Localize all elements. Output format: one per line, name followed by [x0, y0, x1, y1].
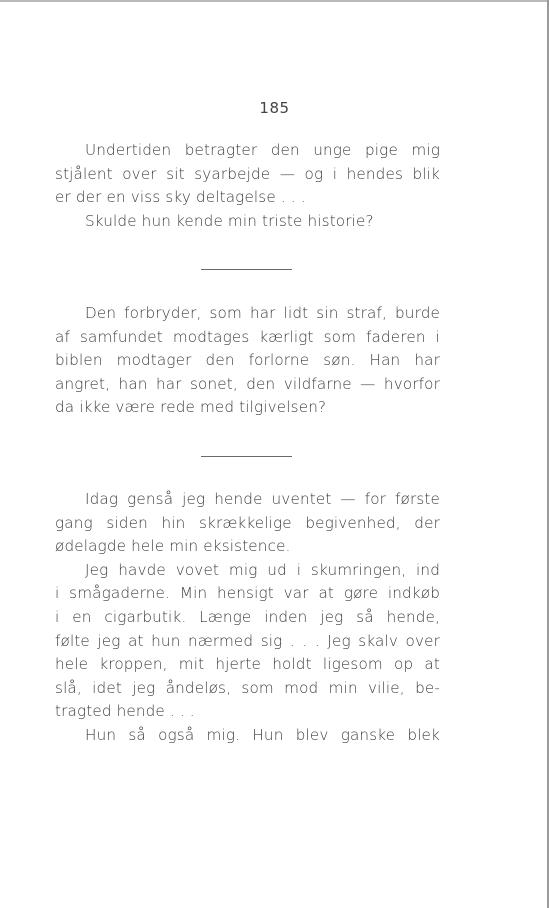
text-line: Den forbryder, som har lidt sin straf, burde — [85, 304, 440, 322]
text-block-2 — [55, 302, 440, 420]
text-line: Skulde hun kende min triste historie? — [85, 211, 374, 230]
text-line: Undertiden betragter den unge pige mig — [85, 141, 440, 159]
text-line: gang siden hin skrækkelige begivenhed, der — [55, 513, 440, 532]
text-line: af samfundet modtages kærligt som faderen i — [55, 327, 440, 346]
text-line: i en cigarbutik. Længe inden jeg så hende, — [55, 607, 440, 626]
page-number: 185 — [259, 99, 290, 117]
text-line: følte jeg at hun nærmed sig . . . Jeg skalv over — [55, 631, 440, 650]
text-line: angret, han har sonet, den vildfarne — hvorfor — [55, 374, 440, 393]
text-line: tragted hende . . . — [55, 702, 195, 721]
text-line: hele kroppen, mit hjerte holdt ligesom op at — [55, 655, 440, 674]
text-block-3 — [55, 488, 440, 748]
page-top-edge — [0, 0, 549, 2]
text-line: er der en viss sky deltagelse . . . — [55, 188, 306, 207]
section-divider-2 — [201, 456, 292, 457]
text-line: biblen modtager den forlorne søn. Han har — [55, 351, 440, 370]
text-line: Jeg havde vovet mig ud i skumringen, ind — [85, 560, 440, 579]
text-line: stjålent over sit syarbejde — og i hendes blik — [55, 164, 440, 183]
text-block-1 — [55, 139, 440, 233]
section-divider-1 — [201, 269, 292, 270]
text-line: da ikke være rede med tilgivelsen? — [55, 398, 327, 417]
text-line: Hun så også mig. Hun blev ganske blek — [85, 725, 440, 744]
text-line: i smågaderne. Min hensigt var at gøre indkøb — [55, 584, 440, 603]
text-line: slå, idet jeg åndeløs, som mod min vilie, be- — [55, 678, 440, 697]
text-line: ødelagde hele min eksistence. — [55, 537, 291, 556]
text-line: Idag genså jeg hende uventet — for første — [85, 490, 440, 508]
